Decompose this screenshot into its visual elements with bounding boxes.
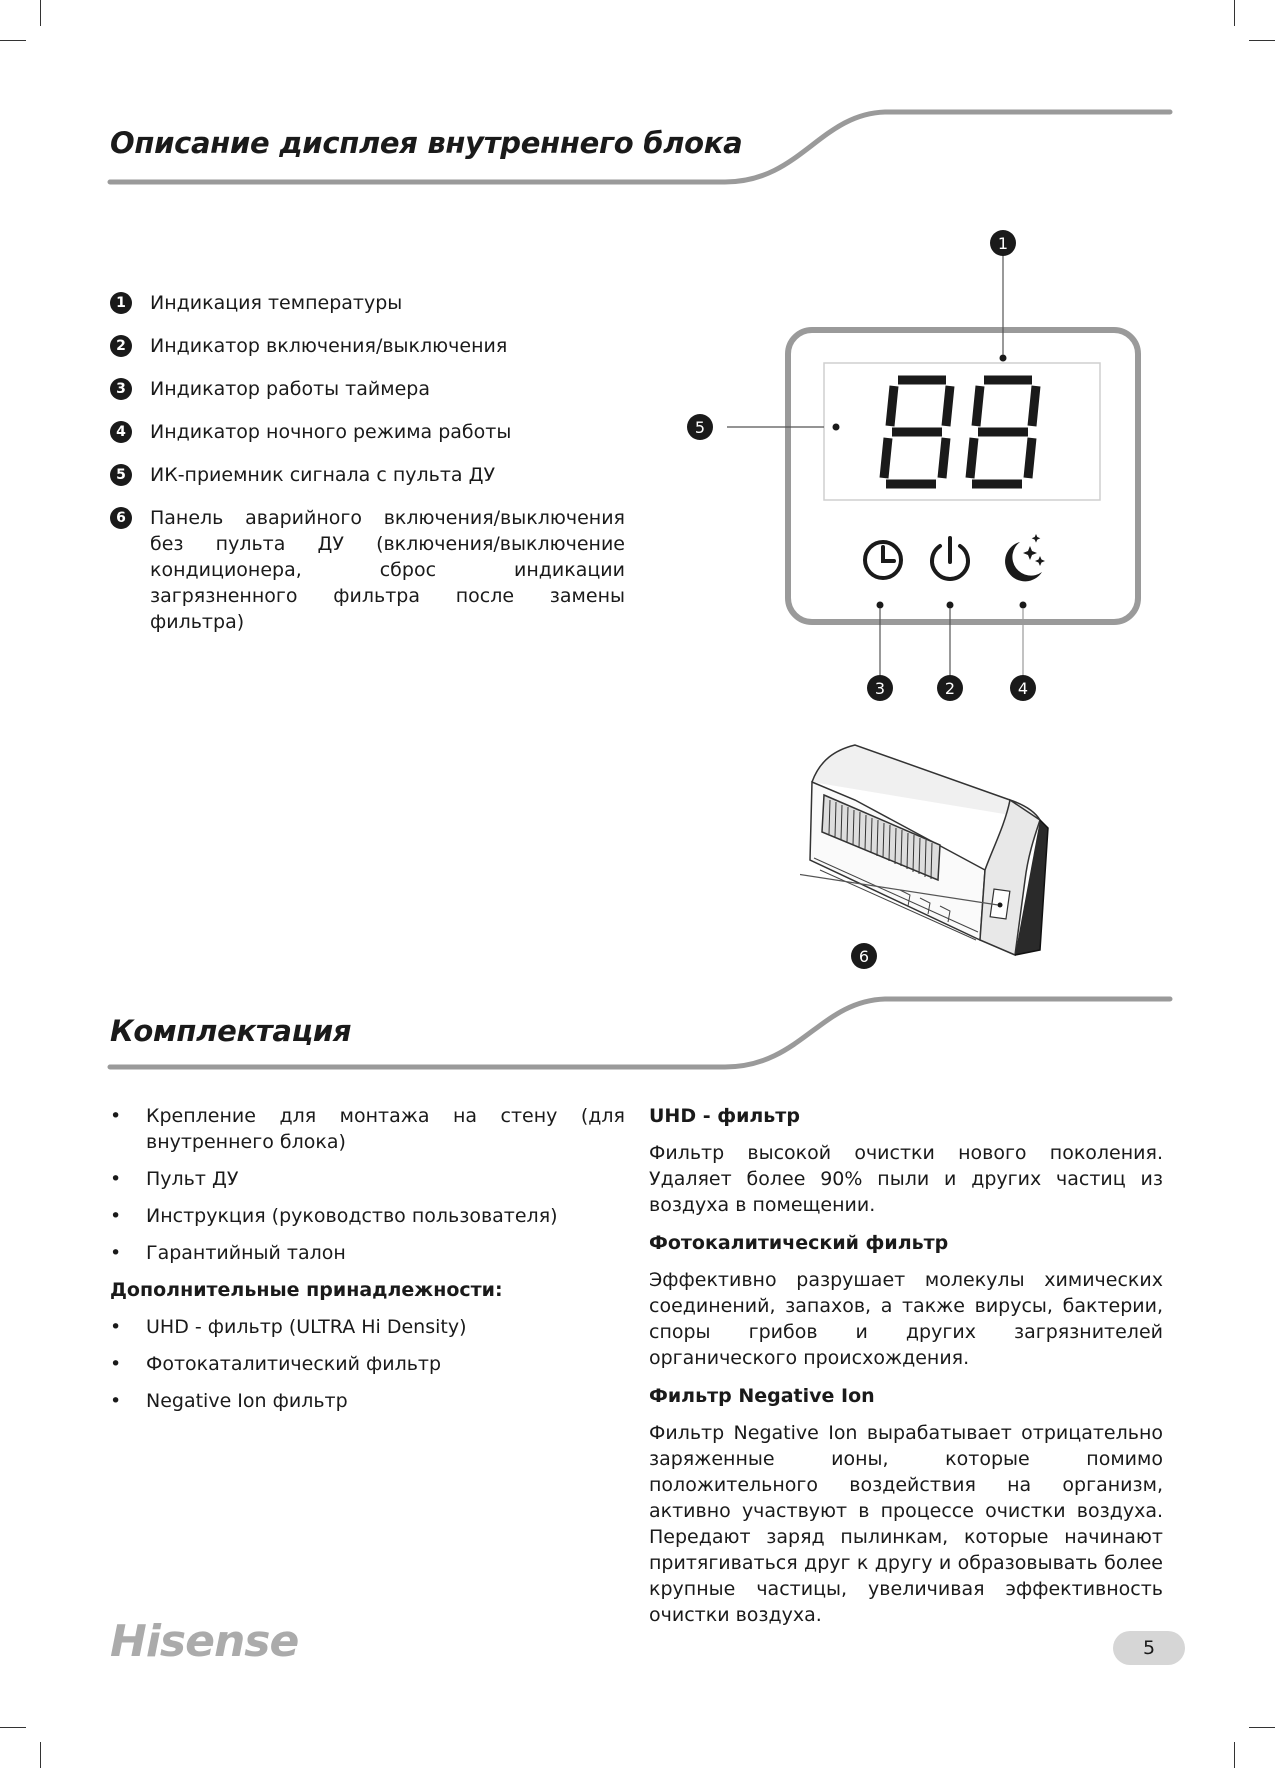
filter-heading: Фотокалитический фильтр bbox=[649, 1232, 949, 1254]
ir-receiver-dot bbox=[833, 424, 840, 431]
legend-number: 3 bbox=[110, 378, 132, 400]
list-item: • Инструкция (руководство пользователя) bbox=[110, 1203, 625, 1229]
crop-mark bbox=[1234, 0, 1235, 26]
accessories-heading: Дополнительные принадлежности: bbox=[110, 1279, 503, 1301]
callout-dot bbox=[877, 602, 884, 609]
crop-mark bbox=[1249, 40, 1275, 41]
display-legend bbox=[110, 290, 625, 652]
crop-mark bbox=[0, 40, 26, 41]
section-title: Комплектация bbox=[110, 1014, 352, 1048]
callout-badge-2 bbox=[937, 675, 963, 701]
crop-mark bbox=[1234, 1742, 1235, 1768]
list-item: • Фотокаталитический фильтр bbox=[110, 1351, 625, 1377]
display-panel-diagram bbox=[680, 220, 1150, 720]
legend-text: Панель аварийного включения/выключения без пульта ДУ (включения/выключение кондиционера, сброс индикации загрязненного фильтра после замены фильтра) bbox=[150, 507, 625, 633]
page-number: 5 bbox=[1113, 1631, 1185, 1665]
legend-item bbox=[110, 290, 625, 316]
crop-mark bbox=[40, 0, 41, 26]
filter-description: Эффективно разрушает молекулы химических соединений, запахов, а также вирусы, бактерии, споры грибов и других загрязнителей органического происхождения. bbox=[649, 1269, 1163, 1369]
filter-heading: Фильтр Negative Ion bbox=[649, 1385, 875, 1407]
list-item: • Крепление для монтажа на стену (для внутреннего блока) bbox=[110, 1103, 625, 1155]
legend-item bbox=[110, 376, 625, 402]
filters-column bbox=[649, 1103, 1163, 1640]
legend-item bbox=[110, 462, 625, 488]
legend-number: 2 bbox=[110, 335, 132, 357]
legend-item bbox=[110, 333, 625, 359]
kit-column bbox=[110, 1103, 625, 1425]
legend-number: 4 bbox=[110, 421, 132, 443]
digit-window bbox=[824, 363, 1100, 500]
list-item: • Гарантийный талон bbox=[110, 1240, 625, 1266]
legend-text: Индикатор работы таймера bbox=[150, 378, 430, 400]
callout-badge-5 bbox=[687, 414, 713, 440]
legend-text: ИК-приемник сигнала с пульта ДУ bbox=[150, 464, 496, 486]
crop-mark bbox=[40, 1742, 41, 1768]
callout-dot bbox=[947, 602, 954, 609]
legend-text: Индикатор включения/выключения bbox=[150, 335, 508, 357]
callout-badge-1 bbox=[990, 230, 1016, 256]
svg-text:4: 4 bbox=[1017, 679, 1029, 698]
legend-number: 5 bbox=[110, 464, 132, 486]
legend-text: Индикация температуры bbox=[150, 292, 403, 314]
indoor-unit-illustration bbox=[800, 740, 1070, 980]
svg-text:3: 3 bbox=[874, 679, 886, 698]
svg-text:1: 1 bbox=[997, 234, 1009, 253]
list-item: • Пульт ДУ bbox=[110, 1166, 625, 1192]
legend-number: 6 bbox=[110, 507, 132, 529]
crop-mark bbox=[0, 1727, 26, 1728]
filter-description: Фильтр высокой очистки нового поколения. Удаляет более 90% пыли и других частиц из воздуха в помещении. bbox=[649, 1142, 1163, 1216]
list-item: • UHD - фильтр (ULTRA Hi Density) bbox=[110, 1314, 625, 1340]
legend-item bbox=[110, 419, 625, 445]
callout-badge-4 bbox=[1010, 675, 1036, 701]
svg-text:6: 6 bbox=[858, 947, 870, 966]
page-title: Описание дисплея внутреннего блока bbox=[110, 126, 743, 160]
list-item: • Negative Ion фильтр bbox=[110, 1388, 625, 1414]
svg-text:2: 2 bbox=[944, 679, 956, 698]
callout-dot bbox=[1020, 602, 1027, 609]
filter-description: Фильтр Negative Ion вырабатывает отрицательно заряженные ионы, которые помимо положительного воздействия на организм, активно участвуют в процессе очистки воздуха. Передают заряд пылинкам, которые начинают притягиваться друг к другу и образовывать более крупные частицы, увеличивая эффективность очистки воздуха. bbox=[649, 1422, 1163, 1626]
legend-item bbox=[110, 505, 625, 635]
svg-text:5: 5 bbox=[694, 418, 706, 437]
legend-text: Индикатор ночного режима работы bbox=[150, 421, 512, 443]
crop-mark bbox=[1249, 1727, 1275, 1728]
filter-heading: UHD - фильтр bbox=[649, 1105, 800, 1127]
callout-dot bbox=[1000, 355, 1007, 362]
callout-badge-3 bbox=[867, 675, 893, 701]
callout-badge-6 bbox=[849, 941, 879, 971]
brand-logo: Hisense bbox=[110, 1616, 299, 1667]
legend-number: 1 bbox=[110, 292, 132, 314]
